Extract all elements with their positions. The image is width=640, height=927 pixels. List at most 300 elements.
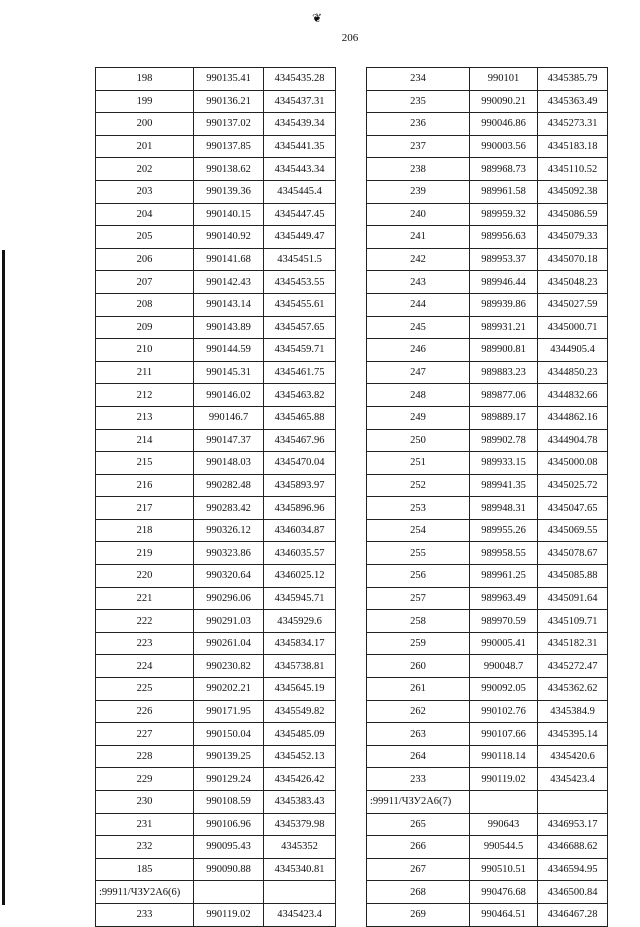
x-coordinate-cell: 990101: [470, 68, 538, 91]
point-number-cell: 253: [367, 497, 470, 520]
point-number-cell: 260: [367, 655, 470, 678]
point-number-cell: 258: [367, 610, 470, 633]
y-coordinate-cell: 4345000.08: [538, 452, 608, 475]
x-coordinate-cell: 989955.26: [470, 519, 538, 542]
y-coordinate-cell: 4345047.65: [538, 497, 608, 520]
table-row: [96, 587, 336, 610]
ornament-mark: ❦: [312, 11, 323, 25]
table-row: [367, 180, 608, 203]
y-coordinate-cell: 4345048.23: [538, 271, 608, 294]
table-row: [96, 384, 336, 407]
x-coordinate-cell: 990143.14: [194, 293, 264, 316]
table-row: [96, 361, 336, 384]
point-number-cell: :99911/ЧЗУ2А6(7): [367, 791, 470, 814]
table-row: [367, 474, 608, 497]
x-coordinate-cell: 990230.82: [194, 655, 264, 678]
x-coordinate-cell: 990323.86: [194, 542, 264, 565]
point-number-cell: 205: [96, 226, 194, 249]
point-number-cell: 200: [96, 113, 194, 136]
table-row: [367, 768, 608, 791]
x-coordinate-cell: 990139.36: [194, 180, 264, 203]
table-row: [367, 452, 608, 475]
y-coordinate-cell: 4345070.18: [538, 248, 608, 271]
point-number-cell: 199: [96, 90, 194, 113]
table-row: [367, 339, 608, 362]
y-coordinate-cell: 4345273.31: [538, 113, 608, 136]
y-coordinate-cell: 4345027.59: [538, 293, 608, 316]
table-row: [96, 565, 336, 588]
x-coordinate-cell: [194, 881, 264, 904]
table-row: [96, 226, 336, 249]
point-number-cell: 224: [96, 655, 194, 678]
x-coordinate-cell: 990140.92: [194, 226, 264, 249]
table-row: [367, 90, 608, 113]
y-coordinate-cell: 4345441.35: [264, 135, 336, 158]
table-row: [96, 903, 336, 926]
x-coordinate-cell: 990139.25: [194, 745, 264, 768]
table-row: [96, 180, 336, 203]
x-coordinate-cell: 989956.63: [470, 226, 538, 249]
y-coordinate-cell: 4345893.97: [264, 474, 336, 497]
table-row: [96, 678, 336, 701]
table-row: [96, 474, 336, 497]
point-number-cell: 241: [367, 226, 470, 249]
point-number-cell: 269: [367, 903, 470, 926]
point-number-cell: 223: [96, 632, 194, 655]
table-row: [96, 158, 336, 181]
table-row: [96, 452, 336, 475]
x-coordinate-cell: 989941.35: [470, 474, 538, 497]
point-number-cell: 267: [367, 858, 470, 881]
point-number-cell: 249: [367, 406, 470, 429]
table-row: [367, 113, 608, 136]
point-number-cell: 231: [96, 813, 194, 836]
table-row: [367, 293, 608, 316]
x-coordinate-cell: 990296.06: [194, 587, 264, 610]
point-number-cell: 228: [96, 745, 194, 768]
point-number-cell: 262: [367, 700, 470, 723]
point-number-cell: 266: [367, 836, 470, 859]
x-coordinate-cell: 989970.59: [470, 610, 538, 633]
table-row: [96, 271, 336, 294]
table-row: [96, 519, 336, 542]
table-body: [96, 68, 336, 927]
table-row: [96, 745, 336, 768]
y-coordinate-cell: 4345457.65: [264, 316, 336, 339]
margin-bar: [2, 250, 5, 905]
y-coordinate-cell: 4345085.88: [538, 565, 608, 588]
x-coordinate-cell: 989961.58: [470, 180, 538, 203]
point-number-cell: 256: [367, 565, 470, 588]
x-coordinate-cell: 990095.43: [194, 836, 264, 859]
point-number-cell: 247: [367, 361, 470, 384]
x-coordinate-cell: 990102.76: [470, 700, 538, 723]
table-row: [367, 610, 608, 633]
x-coordinate-cell: 990143.89: [194, 316, 264, 339]
table-row: [96, 858, 336, 881]
x-coordinate-cell: 990090.88: [194, 858, 264, 881]
point-number-cell: 251: [367, 452, 470, 475]
x-coordinate-cell: 989889.17: [470, 406, 538, 429]
table-row: [367, 678, 608, 701]
point-number-cell: 203: [96, 180, 194, 203]
y-coordinate-cell: 4345086.59: [538, 203, 608, 226]
x-coordinate-cell: 990119.02: [470, 768, 538, 791]
table-row: [367, 858, 608, 881]
table-row: [367, 158, 608, 181]
point-number-cell: 263: [367, 723, 470, 746]
point-number-cell: 226: [96, 700, 194, 723]
y-coordinate-cell: 4345092.38: [538, 180, 608, 203]
point-number-cell: 235: [367, 90, 470, 113]
x-coordinate-cell: 989939.86: [470, 293, 538, 316]
table-row: [96, 90, 336, 113]
point-number-cell: 237: [367, 135, 470, 158]
point-number-cell: 220: [96, 565, 194, 588]
y-coordinate-cell: [538, 791, 608, 814]
table-row: [96, 497, 336, 520]
y-coordinate-cell: 4345443.34: [264, 158, 336, 181]
x-coordinate-cell: 990046.86: [470, 113, 538, 136]
x-coordinate-cell: 989959.32: [470, 203, 538, 226]
y-coordinate-cell: 4345109.71: [538, 610, 608, 633]
page-number: 206: [341, 32, 359, 44]
point-number-cell: 221: [96, 587, 194, 610]
x-coordinate-cell: 990138.62: [194, 158, 264, 181]
table-row: [367, 271, 608, 294]
y-coordinate-cell: 4346035.57: [264, 542, 336, 565]
table-row: [367, 813, 608, 836]
x-coordinate-cell: 989933.15: [470, 452, 538, 475]
table-row: [367, 68, 608, 91]
y-coordinate-cell: 4345025.72: [538, 474, 608, 497]
x-coordinate-cell: 990476.68: [470, 881, 538, 904]
point-number-cell: 244: [367, 293, 470, 316]
x-coordinate-cell: 990282.48: [194, 474, 264, 497]
y-coordinate-cell: 4345645.19: [264, 678, 336, 701]
y-coordinate-cell: 4345423.4: [538, 768, 608, 791]
y-coordinate-cell: 4345455.61: [264, 293, 336, 316]
y-coordinate-cell: 4344850.23: [538, 361, 608, 384]
point-number-cell: 185: [96, 858, 194, 881]
point-number-cell: 206: [96, 248, 194, 271]
x-coordinate-cell: 990145.31: [194, 361, 264, 384]
table-row: [96, 203, 336, 226]
y-coordinate-cell: 4345379.98: [264, 813, 336, 836]
table-row: [367, 384, 608, 407]
coordinates-table-right: [366, 67, 608, 927]
x-coordinate-cell: 989931.21: [470, 316, 538, 339]
y-coordinate-cell: 4345465.88: [264, 406, 336, 429]
point-number-cell: 252: [367, 474, 470, 497]
y-coordinate-cell: 4344862.16: [538, 406, 608, 429]
x-coordinate-cell: 990090.21: [470, 90, 538, 113]
point-number-cell: 229: [96, 768, 194, 791]
y-coordinate-cell: 4345363.49: [538, 90, 608, 113]
y-coordinate-cell: 4346034.87: [264, 519, 336, 542]
x-coordinate-cell: 990291.03: [194, 610, 264, 633]
x-coordinate-cell: 989883.23: [470, 361, 538, 384]
x-coordinate-cell: 989958.55: [470, 542, 538, 565]
point-number-cell: 265: [367, 813, 470, 836]
table-row: [96, 610, 336, 633]
y-coordinate-cell: 4345738.81: [264, 655, 336, 678]
table-row: [367, 248, 608, 271]
y-coordinate-cell: 4345385.79: [538, 68, 608, 91]
y-coordinate-cell: 4345445.4: [264, 180, 336, 203]
table-row: [367, 745, 608, 768]
point-number-cell: :99911/ЧЗУ2А6(6): [96, 881, 194, 904]
x-coordinate-cell: 990144.59: [194, 339, 264, 362]
x-coordinate-cell: 989948.31: [470, 497, 538, 520]
table-row: [96, 293, 336, 316]
point-number-cell: 219: [96, 542, 194, 565]
point-number-cell: 261: [367, 678, 470, 701]
y-coordinate-cell: 4345929.6: [264, 610, 336, 633]
x-coordinate-cell: 990261.04: [194, 632, 264, 655]
table-row: [96, 813, 336, 836]
table-row: [367, 316, 608, 339]
x-coordinate-cell: 990106.96: [194, 813, 264, 836]
table-row: [367, 881, 608, 904]
y-coordinate-cell: 4345435.28: [264, 68, 336, 91]
y-coordinate-cell: 4345272.47: [538, 655, 608, 678]
x-coordinate-cell: 989968.73: [470, 158, 538, 181]
y-coordinate-cell: 4346953.17: [538, 813, 608, 836]
x-coordinate-cell: 990005.41: [470, 632, 538, 655]
y-coordinate-cell: 4345945.71: [264, 587, 336, 610]
point-number-cell: 217: [96, 497, 194, 520]
point-number-cell: 259: [367, 632, 470, 655]
point-number-cell: 225: [96, 678, 194, 701]
y-coordinate-cell: 4345420.6: [538, 745, 608, 768]
point-number-cell: 238: [367, 158, 470, 181]
x-coordinate-cell: 990142.43: [194, 271, 264, 294]
y-coordinate-cell: 4345453.55: [264, 271, 336, 294]
y-coordinate-cell: 4345110.52: [538, 158, 608, 181]
y-coordinate-cell: 4345834.17: [264, 632, 336, 655]
x-coordinate-cell: 990141.68: [194, 248, 264, 271]
y-coordinate-cell: 4345549.82: [264, 700, 336, 723]
x-coordinate-cell: 990119.02: [194, 903, 264, 926]
y-coordinate-cell: 4345078.67: [538, 542, 608, 565]
point-number-cell: 222: [96, 610, 194, 633]
y-coordinate-cell: 4344905.4: [538, 339, 608, 362]
point-number-cell: 210: [96, 339, 194, 362]
table-body: [367, 68, 608, 927]
table-row: [367, 203, 608, 226]
table-row: [96, 339, 336, 362]
point-number-cell: 202: [96, 158, 194, 181]
point-number-cell: 211: [96, 361, 194, 384]
table-row: [96, 768, 336, 791]
y-coordinate-cell: 4346594.95: [538, 858, 608, 881]
x-coordinate-cell: 990544.5: [470, 836, 538, 859]
y-coordinate-cell: 4344904.78: [538, 429, 608, 452]
coordinates-table-left: [95, 67, 336, 927]
table-row: [367, 632, 608, 655]
point-number-cell: 255: [367, 542, 470, 565]
y-coordinate-cell: 4345423.4: [264, 903, 336, 926]
x-coordinate-cell: 990137.02: [194, 113, 264, 136]
table-row: [367, 791, 608, 814]
point-number-cell: 243: [367, 271, 470, 294]
point-number-cell: 242: [367, 248, 470, 271]
x-coordinate-cell: 990135.41: [194, 68, 264, 91]
table-row: [367, 655, 608, 678]
y-coordinate-cell: 4345000.71: [538, 316, 608, 339]
point-number-cell: 198: [96, 68, 194, 91]
table-row: [367, 226, 608, 249]
x-coordinate-cell: 989946.44: [470, 271, 538, 294]
point-number-cell: 234: [367, 68, 470, 91]
x-coordinate-cell: 990092.05: [470, 678, 538, 701]
y-coordinate-cell: 4346688.62: [538, 836, 608, 859]
table-row: [96, 881, 336, 904]
point-number-cell: 216: [96, 474, 194, 497]
x-coordinate-cell: 990643: [470, 813, 538, 836]
y-coordinate-cell: 4345091.64: [538, 587, 608, 610]
table-row: [367, 565, 608, 588]
point-number-cell: 209: [96, 316, 194, 339]
x-coordinate-cell: 989963.49: [470, 587, 538, 610]
point-number-cell: 218: [96, 519, 194, 542]
point-number-cell: 240: [367, 203, 470, 226]
point-number-cell: 214: [96, 429, 194, 452]
point-number-cell: 233: [96, 903, 194, 926]
x-coordinate-cell: 990108.59: [194, 791, 264, 814]
table-row: [96, 723, 336, 746]
table-row: [96, 542, 336, 565]
table-row: [96, 135, 336, 158]
y-coordinate-cell: 4345183.18: [538, 135, 608, 158]
point-number-cell: 232: [96, 836, 194, 859]
point-number-cell: 236: [367, 113, 470, 136]
y-coordinate-cell: 4345447.45: [264, 203, 336, 226]
y-coordinate-cell: 4345383.43: [264, 791, 336, 814]
x-coordinate-cell: 989902.78: [470, 429, 538, 452]
x-coordinate-cell: 990140.15: [194, 203, 264, 226]
y-coordinate-cell: 4345395.14: [538, 723, 608, 746]
x-coordinate-cell: 990464.51: [470, 903, 538, 926]
x-coordinate-cell: [470, 791, 538, 814]
x-coordinate-cell: 990146.02: [194, 384, 264, 407]
y-coordinate-cell: 4345449.47: [264, 226, 336, 249]
x-coordinate-cell: 990003.56: [470, 135, 538, 158]
x-coordinate-cell: 990202.21: [194, 678, 264, 701]
point-number-cell: 239: [367, 180, 470, 203]
y-coordinate-cell: 4345362.62: [538, 678, 608, 701]
y-coordinate-cell: 4345467.96: [264, 429, 336, 452]
x-coordinate-cell: 989877.06: [470, 384, 538, 407]
y-coordinate-cell: 4345384.9: [538, 700, 608, 723]
table-row: [367, 903, 608, 926]
x-coordinate-cell: 990171.95: [194, 700, 264, 723]
point-number-cell: 264: [367, 745, 470, 768]
x-coordinate-cell: 990137.85: [194, 135, 264, 158]
table-row: [367, 700, 608, 723]
table-row: [96, 632, 336, 655]
y-coordinate-cell: 4345485.09: [264, 723, 336, 746]
point-number-cell: 204: [96, 203, 194, 226]
x-coordinate-cell: 990147.37: [194, 429, 264, 452]
table-row: [96, 700, 336, 723]
y-coordinate-cell: [264, 881, 336, 904]
table-row: [96, 113, 336, 136]
x-coordinate-cell: 990146.7: [194, 406, 264, 429]
x-coordinate-cell: 990136.21: [194, 90, 264, 113]
x-coordinate-cell: 990320.64: [194, 565, 264, 588]
y-coordinate-cell: 4345437.31: [264, 90, 336, 113]
point-number-cell: 201: [96, 135, 194, 158]
point-number-cell: 213: [96, 406, 194, 429]
table-row: [96, 248, 336, 271]
y-coordinate-cell: 4345470.04: [264, 452, 336, 475]
table-row: [367, 519, 608, 542]
point-number-cell: 207: [96, 271, 194, 294]
table-row: [367, 723, 608, 746]
point-number-cell: 257: [367, 587, 470, 610]
point-number-cell: 250: [367, 429, 470, 452]
y-coordinate-cell: 4345451.5: [264, 248, 336, 271]
y-coordinate-cell: 4345426.42: [264, 768, 336, 791]
x-coordinate-cell: 990283.42: [194, 497, 264, 520]
table-row: [96, 655, 336, 678]
table-row: [96, 406, 336, 429]
point-number-cell: 245: [367, 316, 470, 339]
table-row: [367, 587, 608, 610]
point-number-cell: 230: [96, 791, 194, 814]
y-coordinate-cell: 4346467.28: [538, 903, 608, 926]
point-number-cell: 246: [367, 339, 470, 362]
table-row: [96, 68, 336, 91]
y-coordinate-cell: 4345182.31: [538, 632, 608, 655]
y-coordinate-cell: 4345340.81: [264, 858, 336, 881]
x-coordinate-cell: 990048.7: [470, 655, 538, 678]
table-row: [96, 316, 336, 339]
x-coordinate-cell: 990510.51: [470, 858, 538, 881]
x-coordinate-cell: 989961.25: [470, 565, 538, 588]
point-number-cell: 215: [96, 452, 194, 475]
y-coordinate-cell: 4345439.34: [264, 113, 336, 136]
x-coordinate-cell: 989900.81: [470, 339, 538, 362]
table-row: [367, 406, 608, 429]
y-coordinate-cell: 4345463.82: [264, 384, 336, 407]
table-row: [367, 836, 608, 859]
point-number-cell: 233: [367, 768, 470, 791]
x-coordinate-cell: 990129.24: [194, 768, 264, 791]
table-row: [96, 791, 336, 814]
y-coordinate-cell: 4345461.75: [264, 361, 336, 384]
x-coordinate-cell: 990150.04: [194, 723, 264, 746]
point-number-cell: 208: [96, 293, 194, 316]
y-coordinate-cell: 4345459.71: [264, 339, 336, 362]
table-row: [96, 836, 336, 859]
table-row: [367, 135, 608, 158]
y-coordinate-cell: 4345452.13: [264, 745, 336, 768]
point-number-cell: 254: [367, 519, 470, 542]
point-number-cell: 212: [96, 384, 194, 407]
table-row: [96, 429, 336, 452]
x-coordinate-cell: 989953.37: [470, 248, 538, 271]
y-coordinate-cell: 4346500.84: [538, 881, 608, 904]
y-coordinate-cell: 4346025.12: [264, 565, 336, 588]
table-row: [367, 497, 608, 520]
table-row: [367, 542, 608, 565]
y-coordinate-cell: 4344832.66: [538, 384, 608, 407]
y-coordinate-cell: 4345069.55: [538, 519, 608, 542]
x-coordinate-cell: 990148.03: [194, 452, 264, 475]
